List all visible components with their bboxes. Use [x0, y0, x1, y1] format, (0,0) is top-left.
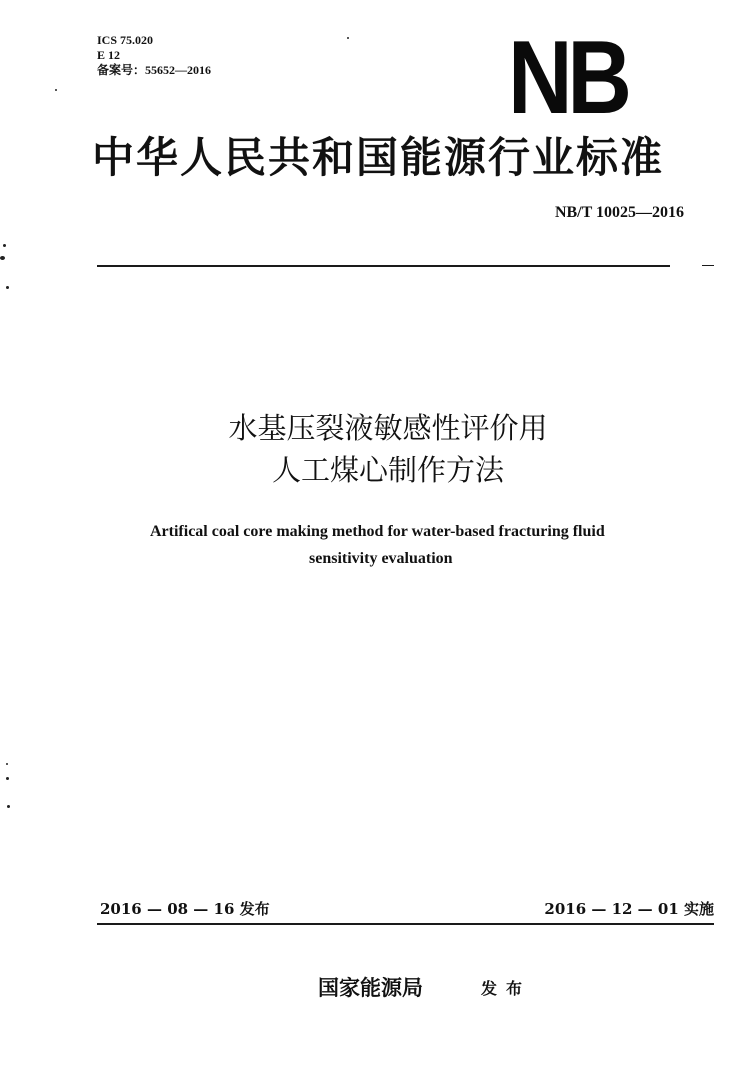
- issue-date: 2016 — 08 — 16 发布: [100, 900, 270, 918]
- classification-code: E 12: [97, 48, 121, 62]
- english-title-line-1: Artifical coal core making method for water-based fracturing fluid: [150, 523, 605, 540]
- scan-speck: [6, 286, 9, 289]
- nb-logo: NB: [508, 20, 627, 136]
- implementation-date: 2016 — 12 — 01 实施: [544, 900, 714, 918]
- top-divider: [97, 265, 670, 267]
- english-title-line-2: sensitivity evaluation: [309, 550, 453, 567]
- standard-number: NB/T 10025—2016: [554, 204, 684, 221]
- scan-speck: [55, 89, 57, 91]
- scan-speck: [7, 805, 10, 808]
- organization-title: 中华人民共和国能源行业标准: [92, 133, 665, 182]
- bottom-divider: [97, 923, 714, 925]
- top-divider-tail: [702, 265, 714, 266]
- publish-label: 发布: [481, 979, 532, 998]
- scan-speck: [0, 256, 5, 260]
- scan-speck: [3, 244, 6, 247]
- scan-speck: [347, 37, 349, 39]
- record-number: 备案号：55652—2016: [97, 63, 212, 77]
- publisher-name: 国家能源局: [318, 975, 423, 1000]
- chinese-title-line-1: 水基压裂液敏感性评价用: [228, 411, 548, 445]
- scan-speck: [6, 763, 8, 765]
- chinese-title-line-2: 人工煤心制作方法: [271, 453, 504, 487]
- scan-speck: [6, 777, 9, 780]
- ics-code: ICS 75.020: [97, 33, 154, 47]
